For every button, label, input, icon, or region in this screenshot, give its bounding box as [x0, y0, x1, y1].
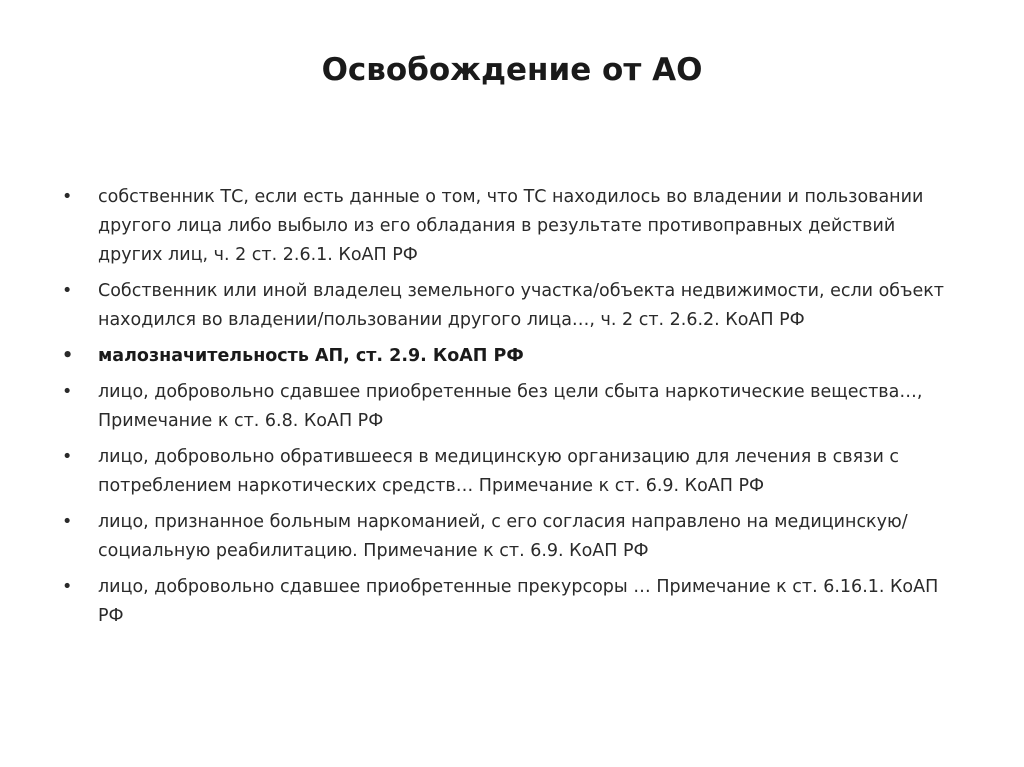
bullet-item — [62, 573, 962, 631]
bullet-item — [62, 277, 962, 335]
bullet-text: Собственник или иной владелец земельного участка/объекта недвижимости, если объект находился во владении/пользовании другого лица…, ч. 2 ст. 2.6.2. КоАП РФ — [98, 281, 944, 330]
bullet-text: лицо, добровольно сдавшее приобретенные прекурсоры … Примечание к ст. 6.16.1. КоАП РФ — [98, 577, 939, 626]
bullet-item — [62, 443, 962, 501]
bullet-text: собственник ТС, если есть данные о том, что ТС находилось во владении и пользовании другого лица либо выбыло из его обладания в результате противоправных действий других лиц, ч. 2 ст. 2.6.1. КоАП РФ — [98, 187, 924, 265]
bullet-text: лицо, признанное больным наркоманией, с его согласия направлено на медицинскую/социальную реабилитацию. Примечание к ст. 6.9. КоАП РФ — [98, 512, 908, 561]
bullet-text: лицо, добровольно сдавшее приобретенные без цели сбыта наркотические вещества…, Примечание к ст. 6.8. КоАП РФ — [98, 382, 923, 431]
bullet-item — [62, 342, 962, 371]
slide-title: Освобождение от АО — [321, 52, 703, 88]
bullet-dot-icon: • — [62, 447, 73, 467]
bullet-dot-icon: • — [62, 577, 73, 597]
bullet-text: лицо, добровольно обратившееся в медицинскую организацию для лечения в связи с потреблением наркотических средств… Примечание к ст. 6.9. КоАП РФ — [98, 447, 900, 496]
bullet-item — [62, 183, 962, 270]
bullet-dot-icon: • — [62, 512, 73, 532]
bullet-dot-icon: • — [62, 187, 73, 207]
bullet-item — [62, 378, 962, 436]
bullet-dot-icon: • — [62, 346, 74, 366]
bullet-dot-icon: • — [62, 281, 73, 301]
bullet-text: малозначительность АП, ст. 2.9. КоАП РФ — [98, 346, 524, 366]
bullet-list — [62, 183, 962, 638]
bullet-item — [62, 508, 962, 566]
bullet-dot-icon: • — [62, 382, 73, 402]
